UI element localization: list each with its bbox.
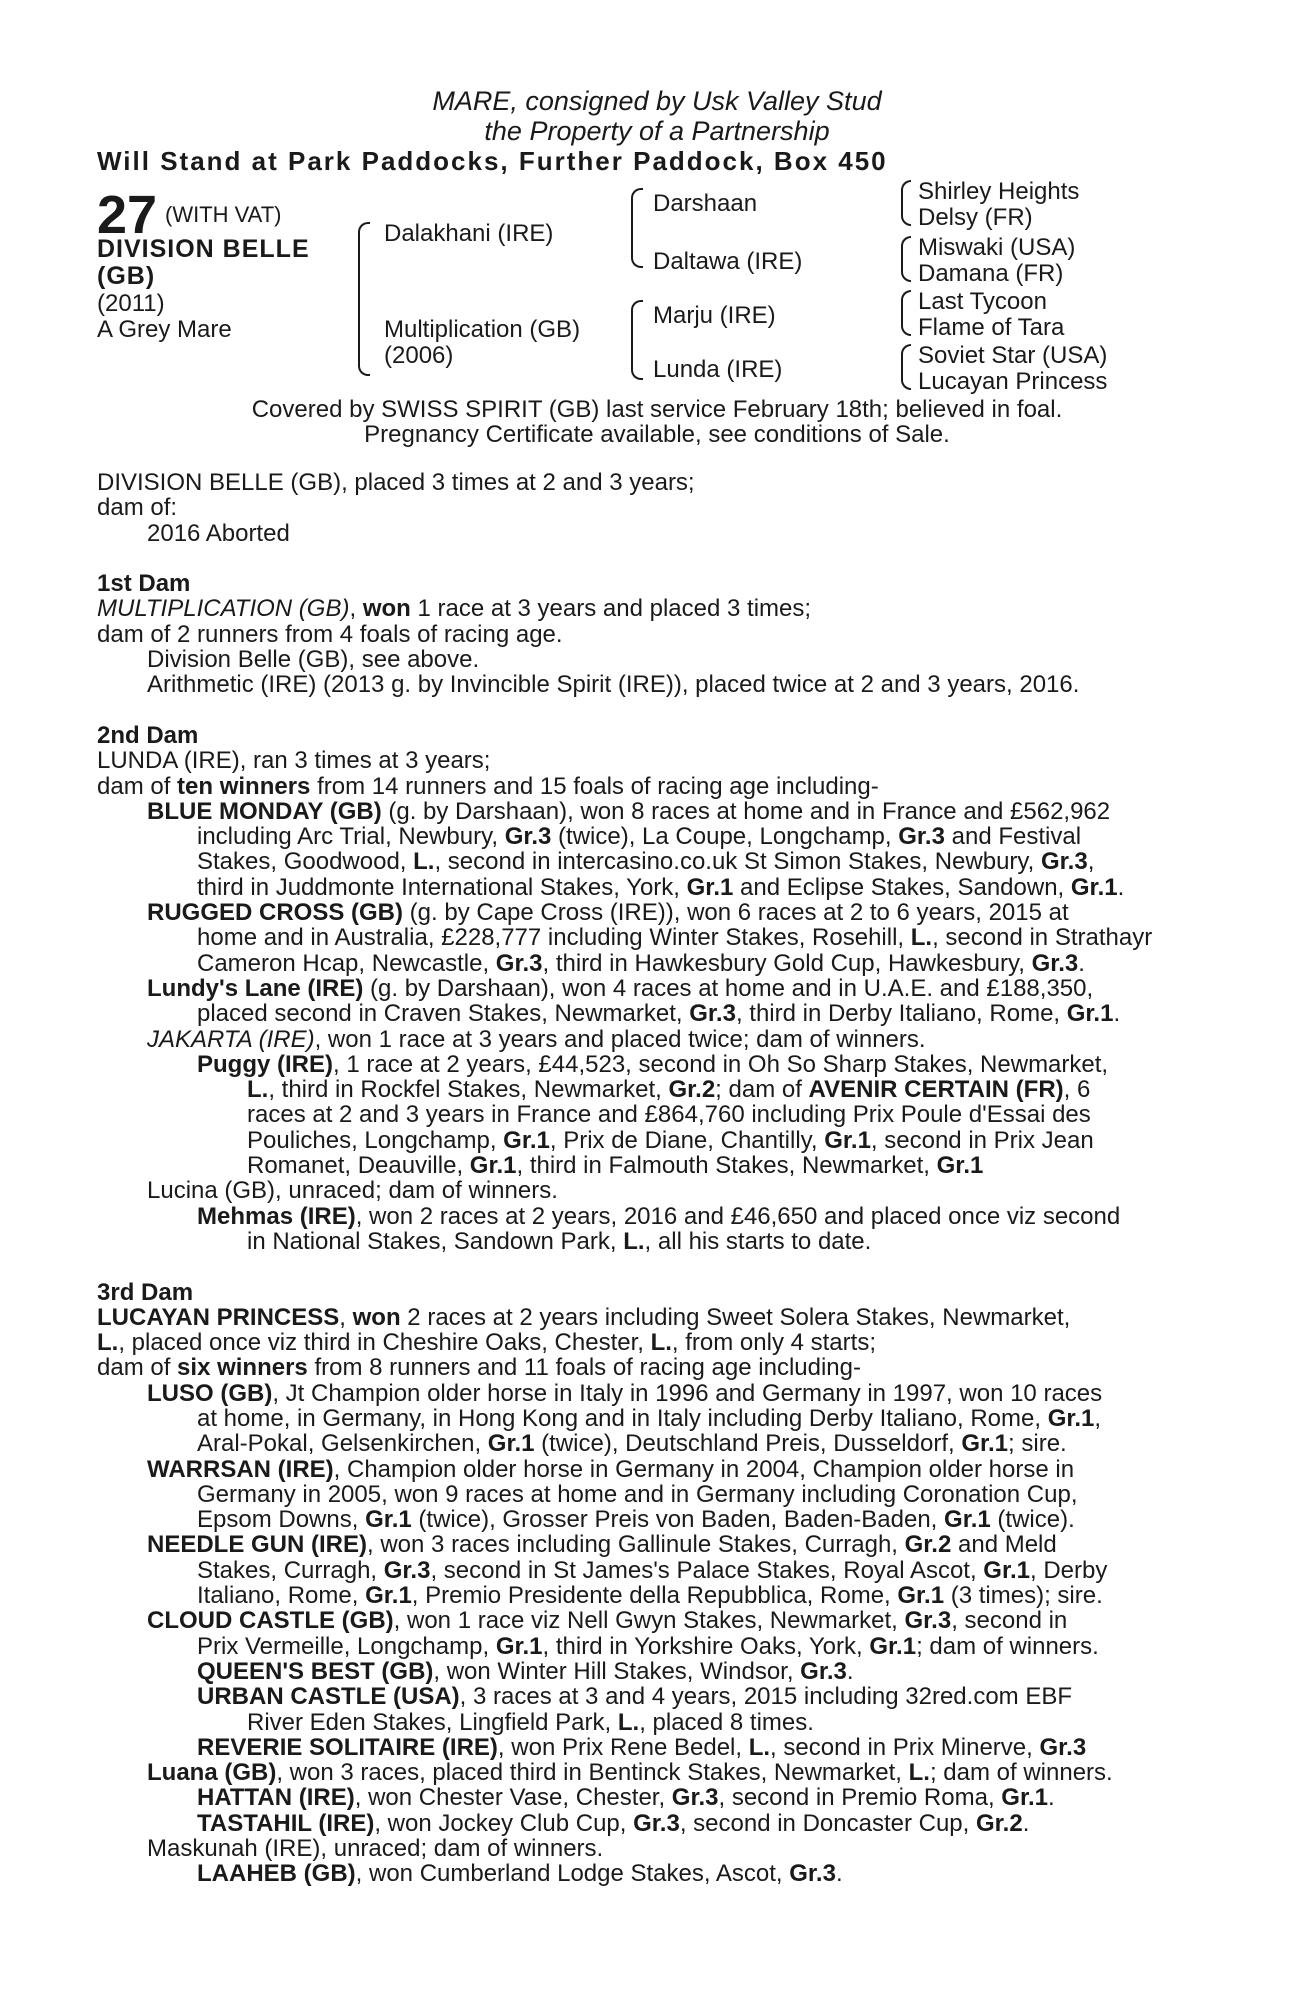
text-run: , won 3 races including Gallinule Stakes, Curragh,: [367, 1531, 905, 1559]
third-dam-line: [97, 1431, 1197, 1456]
stand-location: Will Stand at Park Paddocks, Further Paddock, Box 450: [97, 146, 888, 176]
covered-note: Covered by SWISS SPIRIT (GB) last service February 18th; believed in foal.: [251, 396, 1063, 423]
text-run: , won Winter Hill Stakes, Windsor,: [433, 1657, 801, 1685]
text-run: Gr.1: [824, 1126, 871, 1154]
produce-line: dam of:: [97, 494, 178, 522]
pedigree-brace-3: [631, 300, 643, 380]
text-run: LUCAYAN PRINCESS: [97, 1303, 340, 1331]
text-run: HATTAN (IRE): [197, 1784, 355, 1812]
text-run: Gr.3: [671, 1784, 719, 1812]
pedigree-g3: Miswaki (USA): [918, 234, 1076, 261]
pedigree-sire-dam: Daltawa (IRE): [653, 248, 803, 275]
text-run: Gr.1: [983, 1556, 1030, 1584]
text-run: placed second in Craven Stakes, Newmarket,: [197, 1000, 690, 1028]
text-run: Gr.3: [1040, 848, 1088, 876]
third-dam-line: [97, 1684, 1197, 1709]
text-run: .: [1117, 873, 1125, 901]
text-run: Gr.3: [383, 1556, 431, 1584]
second-dam-heading: 2nd Dam: [97, 721, 199, 749]
second-dam-line: Lucina (GB), unraced; dam of winners.: [147, 1177, 558, 1205]
text-run: Gr.3: [633, 1809, 680, 1837]
second-dam-line: [97, 1204, 1197, 1229]
text-run: .: [1113, 1000, 1121, 1028]
second-dam-line: [97, 849, 1197, 874]
text-run: Pouliches, Longchamp,: [247, 1126, 504, 1154]
second-dam-line: [97, 774, 1197, 799]
third-dam-line: [97, 1785, 1197, 1810]
text-run: , won Prix Rene Bedel,: [497, 1733, 749, 1761]
second-dam-line: [97, 875, 1197, 900]
third-dam-line: [97, 1760, 1197, 1785]
pedigree-g8: Lucayan Princess: [918, 368, 1108, 395]
third-dam-line: [97, 1608, 1197, 1633]
text-run: Prix Vermeille, Longchamp,: [197, 1632, 496, 1660]
text-run: WARRSAN (IRE): [147, 1455, 334, 1483]
text-run: Luana (GB): [147, 1759, 277, 1787]
first-dam-line: Division Belle (GB), see above.: [147, 646, 480, 674]
pedigree-g1: Shirley Heights: [918, 178, 1080, 205]
third-dam-line: [97, 1634, 1197, 1659]
pedigree-sire-sire: Darshaan: [653, 190, 758, 217]
text-run: , Derby: [1030, 1556, 1108, 1584]
certificate-note: Pregnancy Certificate available, see conditions of Sale.: [364, 421, 950, 448]
text-run: , won 3 races, placed third in Bentinck Stakes, Newmarket,: [276, 1759, 909, 1787]
text-run: (twice), La Coupe, Longchamp,: [551, 823, 899, 851]
third-dam-line: [97, 1659, 1197, 1684]
pedigree-sire: Dalakhani (IRE): [384, 220, 554, 247]
first-dam-line: [97, 596, 1197, 621]
text-run: (3 times); sire.: [944, 1582, 1103, 1610]
vat-note: (WITH VAT): [165, 202, 282, 227]
text-run: Gr.1: [944, 1506, 991, 1534]
text-run: River Eden Stakes, Lingfield Park,: [247, 1708, 618, 1736]
second-dam-line: [97, 824, 1197, 849]
pedigree-g2: Delsy (FR): [918, 204, 1033, 231]
text-run: Stakes, Curragh,: [197, 1556, 384, 1584]
third-dam-line: [97, 1457, 1197, 1482]
text-run: Gr.3: [1031, 949, 1079, 977]
text-run: Epsom Downs,: [197, 1506, 366, 1534]
text-run: third in Juddmonte International Stakes, York,: [197, 873, 687, 901]
text-run: .: [1022, 1809, 1030, 1837]
third-dam-line: [97, 1381, 1197, 1406]
text-run: , third in Yorkshire Oaks, York,: [542, 1632, 870, 1660]
third-dam-line: Germany in 2005, won 9 races at home and in Germany including Coronation Cup,: [197, 1480, 1078, 1508]
text-run: ; dam of: [715, 1076, 809, 1104]
third-dam-line: [97, 1406, 1197, 1431]
first-dam-line: Arithmetic (IRE) (2013 g. by Invincible Spirit (IRE)), placed twice at 2 and 3 years, 2016.: [147, 671, 1080, 699]
text-run: L.: [413, 848, 435, 876]
text-run: , 3 races at 3 and 4 years, 2015 including 32red.com EBF: [459, 1683, 1073, 1711]
text-run: ; sire.: [1008, 1430, 1067, 1458]
second-dam-line: [97, 1153, 1197, 1178]
text-run: Aral-Pokal, Gelsenkirchen,: [197, 1430, 488, 1458]
text-run: Gr.1: [1001, 1784, 1048, 1812]
horse-country: (GB): [97, 262, 156, 290]
text-run: and Eclipse Stakes, Sandown,: [733, 873, 1071, 901]
text-run: Puggy (IRE): [197, 1050, 333, 1078]
first-dam-line: dam of 2 runners from 4 foals of racing age.: [97, 620, 563, 648]
second-dam-line: [97, 951, 1197, 976]
text-run: , second in Doncaster Cup,: [679, 1809, 976, 1837]
horse-description: A Grey Mare: [97, 316, 232, 343]
text-run: Gr.1: [897, 1582, 945, 1610]
second-dam-line: [97, 1128, 1197, 1153]
horse-year: (2011): [97, 290, 165, 317]
text-run: Gr.1: [869, 1632, 917, 1660]
pedigree-dam-year: (2006): [384, 342, 454, 369]
text-run: Mehmas (IRE): [197, 1202, 356, 1230]
second-dam-line: [97, 925, 1197, 950]
text-run: , won Chester Vase, Chester,: [354, 1784, 672, 1812]
second-dam-line: [97, 976, 1197, 1001]
text-run: L.: [247, 1076, 269, 1104]
text-run: Gr.3: [904, 1607, 952, 1635]
text-run: 2 races at 2 years including Sweet Solera Stakes, Newmarket,: [400, 1303, 1071, 1331]
text-run: (twice), Deutschland Preis, Dusseldorf,: [534, 1430, 962, 1458]
text-run: MULTIPLICATION (GB): [97, 595, 350, 623]
text-run: Gr.1: [487, 1430, 535, 1458]
third-dam-line: [97, 1735, 1197, 1760]
third-dam-line: [97, 1355, 1197, 1380]
text-run: and Meld: [951, 1531, 1057, 1559]
text-run: Gr.1: [365, 1506, 412, 1534]
text-run: , third in Falmouth Stakes, Newmarket,: [516, 1152, 937, 1180]
text-run: .: [1048, 1784, 1055, 1812]
third-dam-line: [97, 1507, 1197, 1532]
text-run: L.: [623, 1227, 645, 1255]
text-run: home and in Australia, £228,777 including Winter Stakes, Rosehill,: [197, 924, 911, 952]
property-line: the Property of a Partnership: [484, 116, 830, 146]
text-run: Gr.1: [936, 1152, 984, 1180]
text-run: Gr.1: [961, 1430, 1009, 1458]
text-run: ; dam of winners.: [929, 1759, 1113, 1787]
third-dam-line: [97, 1532, 1197, 1557]
text-run: Gr.1: [686, 873, 734, 901]
third-dam-line: [97, 1811, 1197, 1836]
text-run: , Champion older horse in Germany in 2004, Champion older horse in: [333, 1455, 1075, 1483]
second-dam-line: [97, 1027, 1197, 1052]
text-run: L.: [908, 1759, 930, 1787]
text-run: from 14 runners and 15 foals of racing age including-: [310, 772, 879, 800]
text-run: L.: [910, 924, 933, 952]
text-run: , second in Strathayr: [932, 924, 1153, 952]
consignor-line: MARE, consigned by Usk Valley Stud: [432, 86, 882, 116]
text-run: , won 2 races at 2 years, 2016 and £46,650 and placed once viz second: [355, 1202, 1121, 1230]
text-run: , third in Rockfel Stakes, Newmarket,: [268, 1076, 669, 1104]
pedigree-brace-4: [901, 180, 911, 226]
text-run: LAAHEB (GB): [197, 1860, 356, 1888]
text-run: won: [352, 1303, 401, 1331]
pedigree-brace-5: [901, 236, 911, 282]
text-run: , won Cumberland Lodge Stakes, Ascot,: [355, 1860, 790, 1888]
text-run: Gr.1: [495, 1632, 543, 1660]
text-run: , won 1 race viz Nell Gwyn Stakes, Newmarket,: [393, 1607, 905, 1635]
text-run: won: [362, 595, 411, 623]
text-run: , Prix de Diane, Chantilly,: [549, 1126, 825, 1154]
text-run: ,: [339, 1303, 353, 1331]
text-run: , second in Prix Jean: [870, 1126, 1094, 1154]
text-run: L.: [650, 1329, 672, 1357]
text-run: Gr.1: [469, 1152, 517, 1180]
text-run: including Arc Trial, Newbury,: [197, 823, 505, 851]
text-run: , won Jockey Club Cup,: [374, 1809, 634, 1837]
third-dam-line: [97, 1305, 1197, 1330]
text-run: , Premio Presidente della Repubblica, Rome,: [411, 1582, 898, 1610]
text-run: , second in: [951, 1607, 1068, 1635]
text-run: , placed once viz third in Cheshire Oaks, Chester,: [118, 1329, 651, 1357]
text-run: Gr.3: [898, 823, 945, 851]
text-run: REVERIE SOLITAIRE (IRE): [197, 1733, 498, 1761]
third-dam-line: Maskunah (IRE), unraced; dam of winners.: [147, 1835, 604, 1863]
text-run: Gr.2: [668, 1076, 716, 1104]
pedigree-dam-sire: Marju (IRE): [653, 302, 776, 329]
pedigree-g6: Flame of Tara: [918, 314, 1065, 341]
second-dam-line: [97, 1077, 1197, 1102]
text-run: Romanet, Deauville,: [247, 1152, 470, 1180]
pedigree-dam: Multiplication (GB): [384, 316, 581, 343]
third-dam-heading: 3rd Dam: [97, 1278, 194, 1306]
text-run: (g. by Cape Cross (IRE)), won 6 races at 2 to 6 years, 2015 at: [403, 899, 1069, 927]
text-run: Lundy's Lane (IRE): [147, 974, 364, 1002]
text-run: Gr.3: [1039, 1733, 1087, 1761]
pedigree-g4: Damana (FR): [918, 260, 1064, 287]
text-run: QUEEN'S BEST (GB): [197, 1657, 434, 1685]
text-run: BLUE MONDAY (GB): [147, 797, 382, 825]
text-run: , second in Prix Minerve,: [770, 1733, 1040, 1761]
text-run: L.: [97, 1329, 119, 1357]
text-run: Gr.1: [1047, 1404, 1095, 1432]
pedigree-brace-2: [631, 188, 643, 268]
text-run: , from only 4 starts;: [671, 1329, 876, 1357]
second-dam-line: [97, 900, 1197, 925]
text-run: .: [835, 1860, 843, 1888]
text-run: Gr.1: [1066, 1000, 1114, 1028]
text-run: , second in intercasino.co.uk St Simon Stakes, Newbury,: [434, 848, 1041, 876]
pedigree-brace-6: [901, 290, 911, 336]
pedigree-g5: Last Tycoon: [918, 288, 1047, 315]
text-run: and Festival: [944, 823, 1082, 851]
first-dam-heading: 1st Dam: [97, 570, 191, 598]
text-run: 1 race at 3 years and placed 3 times;: [410, 595, 812, 623]
text-run: (twice).: [990, 1506, 1075, 1534]
text-run: Gr.1: [1070, 873, 1118, 901]
lot-number: 27: [97, 185, 158, 245]
text-run: , third in Hawkesbury Gold Cup, Hawkesbury,: [542, 949, 1032, 977]
text-run: AVENIR CERTAIN (FR): [808, 1076, 1064, 1104]
second-dam-line: LUNDA (IRE), ran 3 times at 3 years;: [97, 747, 491, 775]
text-run: , 6: [1063, 1076, 1091, 1104]
text-run: in National Stakes, Sandown Park,: [247, 1227, 624, 1255]
text-run: Gr.1: [503, 1126, 550, 1154]
third-dam-line: [97, 1583, 1197, 1608]
text-run: .: [846, 1657, 854, 1685]
text-run: , all his starts to date.: [644, 1227, 872, 1255]
text-run: Gr.3: [800, 1657, 847, 1685]
pedigree-brace-7: [901, 344, 911, 390]
text-run: Italiano, Rome,: [197, 1582, 366, 1610]
third-dam-line: [97, 1710, 1197, 1735]
text-run: ,: [349, 595, 363, 623]
text-run: URBAN CASTLE (USA): [197, 1683, 460, 1711]
third-dam-line: [97, 1558, 1197, 1583]
text-run: Stakes, Goodwood,: [197, 848, 414, 876]
text-run: Gr.2: [975, 1809, 1023, 1837]
text-run: RUGGED CROSS (GB): [147, 899, 404, 927]
text-run: JAKARTA (IRE): [147, 1025, 315, 1053]
text-run: Gr.2: [904, 1531, 952, 1559]
second-dam-line: [97, 1052, 1197, 1077]
text-run: NEEDLE GUN (IRE): [147, 1531, 368, 1559]
text-run: at home, in Germany, in Hong Kong and in Italy including Derby Italiano, Rome,: [197, 1404, 1048, 1432]
text-run: Gr.1: [365, 1582, 412, 1610]
second-dam-line: races at 2 and 3 years in France and £864,760 including Prix Poule d'Essai des: [247, 1101, 1091, 1129]
text-run: dam of: [97, 1354, 178, 1382]
third-dam-line: [97, 1861, 1197, 1886]
pedigree-brace-1: [358, 222, 370, 376]
text-run: (g. by Darshaan), won 4 races at home and in U.A.E. and £188,350,: [363, 974, 1094, 1002]
text-run: , second in St James's Palace Stakes, Royal Ascot,: [430, 1556, 984, 1584]
text-run: LUSO (GB): [147, 1379, 273, 1407]
text-run: Gr.3: [789, 1860, 836, 1888]
text-run: , 1 race at 2 years, £44,523, second in Oh So Sharp Stakes, Newmarket,: [333, 1050, 1109, 1078]
produce-line: DIVISION BELLE (GB), placed 3 times at 2 and 3 years;: [97, 469, 695, 496]
text-run: dam of: [97, 772, 178, 800]
text-run: .: [1078, 949, 1085, 977]
produce-line: 2016 Aborted: [147, 519, 290, 547]
text-run: , placed 8 times.: [639, 1708, 814, 1736]
text-run: six winners: [177, 1354, 308, 1382]
text-run: , second in Premio Roma,: [718, 1784, 1002, 1812]
text-run: Gr.3: [504, 823, 552, 851]
text-run: Gr.3: [689, 1000, 736, 1028]
text-run: ten winners: [177, 772, 311, 800]
pedigree-g7: Soviet Star (USA): [918, 342, 1108, 369]
catalogue-body: [97, 470, 1197, 1887]
text-run: , won 1 race at 3 years and placed twice; dam of winners.: [314, 1025, 926, 1053]
text-run: Cameron Hcap, Newcastle,: [197, 949, 496, 977]
text-run: L.: [748, 1733, 771, 1761]
text-run: , Jt Champion older horse in Italy in 1996 and Germany in 1997, won 10 races: [272, 1379, 1103, 1407]
pedigree-dam-dam: Lunda (IRE): [653, 356, 783, 383]
text-run: , third in Derby Italiano, Rome,: [735, 1000, 1067, 1028]
text-run: L.: [617, 1708, 640, 1736]
horse-name: DIVISION BELLE: [97, 235, 310, 263]
text-run: (g. by Darshaan), won 8 races at home and in France and £562,962: [381, 797, 1111, 825]
text-run: from 8 runners and 11 foals of racing age including-: [307, 1354, 861, 1382]
text-run: ,: [1094, 1404, 1102, 1432]
second-dam-line: [97, 799, 1197, 824]
third-dam-line: [97, 1330, 1197, 1355]
second-dam-line: [97, 1229, 1197, 1254]
text-run: ; dam of winners.: [916, 1632, 1099, 1660]
second-dam-line: [97, 1001, 1197, 1026]
text-run: (twice), Grosser Preis von Baden, Baden-Baden,: [411, 1506, 945, 1534]
text-run: TASTAHIL (IRE): [197, 1809, 375, 1837]
text-run: CLOUD CASTLE (GB): [147, 1607, 394, 1635]
text-run: Gr.3: [495, 949, 543, 977]
text-run: ,: [1087, 848, 1095, 876]
